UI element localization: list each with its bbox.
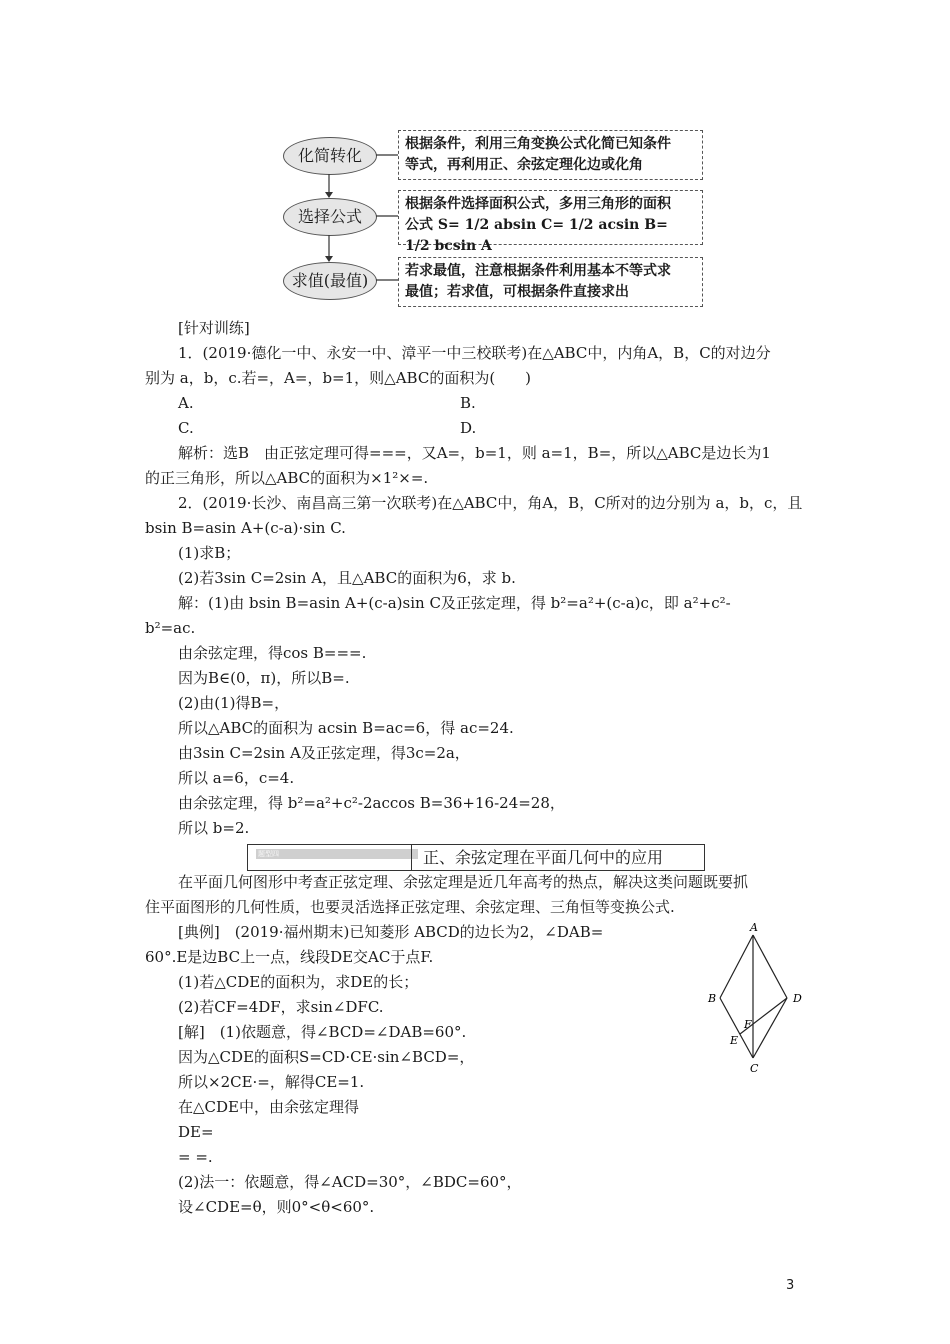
q2-line2: bsin B=asin A+(c-a)·sin C.	[145, 519, 346, 537]
label-f: F	[744, 1018, 752, 1031]
q2-solution-line8: 所以 a=6，c=4.	[178, 769, 295, 787]
example-solution-line4: 在△CDE中，由余弦定理得	[178, 1098, 359, 1116]
flow-desc-area-formula	[398, 190, 703, 254]
q1-solution-line2: 的正三角形，所以△ABC的面积为×1²×=.	[145, 469, 429, 487]
example-solution-line7: (2)法一：依题意，得∠ACD=30°，∠BDC=60°，	[178, 1173, 522, 1191]
label-c: C	[750, 1062, 759, 1075]
section-tag: 题型四	[256, 849, 418, 859]
q2-part1: (1)求B；	[178, 544, 241, 562]
q1-option-b: B.	[460, 394, 476, 412]
q1-line1: 1．(2019·德化一中、永安一中、漳平一中三校联考)在△ABC中，内角A，B，C的对边分	[178, 344, 771, 362]
page-number: 3	[786, 1278, 795, 1293]
intro-line2: 住平面图形的几何性质，也要灵活选择正弦定理、余弦定理、三角恒等变换公式.	[145, 898, 675, 916]
q1-option-c: C.	[178, 419, 194, 437]
flow-step-simplify: 化简转化	[283, 137, 377, 175]
label-b: B	[708, 992, 717, 1005]
edge-dc	[753, 998, 787, 1058]
example-part2: (2)若CF=4DF，求sin∠DFC.	[178, 998, 384, 1016]
example-solution-line8: 设∠CDE=θ，则0°<θ<60°.	[178, 1198, 375, 1216]
q2-solution-line7: 由3sin C=2sin A及正弦定理，得3c=2a，	[178, 744, 470, 762]
section-heading	[247, 844, 705, 871]
q2-solution-line4: 因为B∈(0，π)，所以B=.	[178, 669, 350, 687]
practice-heading: [针对训练]	[178, 319, 250, 337]
example-line1: [典例] (2019·福州期末)已知菱形 ABCD的边长为2，∠DAB=	[178, 923, 604, 941]
edge-ad	[753, 935, 787, 998]
flow-desc-area-line1: 根据条件选择面积公式，多用三角形的面积	[405, 196, 671, 212]
intro-line1: 在平面几何图形中考查正弦定理、余弦定理是近几年高考的热点，解决这类问题既要抓	[178, 873, 749, 891]
section-title: 正、余弦定理在平面几何中的应用	[423, 848, 664, 867]
flow-desc-simplify-line2: 等式，再利用正、余弦定理化边或化角	[405, 157, 643, 173]
flow-desc-value-line1: 若求最值，注意根据条件利用基本不等式求	[405, 263, 671, 279]
q1-line2: 别为 a，b，c.若=，A=，b=1，则△ABC的面积为( )	[145, 369, 532, 387]
q2-solution-line9: 由余弦定理，得 b²=a²+c²-2accos B=36+16-24=28，	[178, 794, 565, 812]
example-solution-line3: 所以×2CE·=，解得CE=1.	[178, 1073, 365, 1091]
example-part1: (1)若△CDE的面积为，求DE的长；	[178, 973, 419, 991]
example-solution-line6: = =.	[178, 1148, 213, 1166]
example-solution-line1: [解] (1)依题意，得∠BCD=∠DAB=60°.	[178, 1023, 467, 1041]
flow-desc-value-line2: 最值；若求值，可根据条件直接求出	[405, 284, 629, 300]
section-divider	[411, 845, 412, 870]
q2-solution-line6: 所以△ABC的面积为 acsin B=ac=6，得 ac=24.	[178, 719, 514, 737]
q2-solution-line5: (2)由(1)得B=，	[178, 694, 290, 712]
label-a: A	[750, 921, 758, 934]
example-line2: 60°.E是边BC上一点，线段DE交AC于点F.	[145, 948, 434, 966]
flow-desc-find-value	[398, 257, 703, 307]
label-d: D	[793, 992, 802, 1005]
q2-line1: 2．(2019·长沙、南昌高三第一次联考)在△ABC中，角A，B，C所对的边分别为 a，b，c，且	[178, 494, 803, 512]
edge-ab	[720, 935, 753, 998]
q2-part2: (2)若3sin C=2sin A，且△ABC的面积为6，求 b.	[178, 569, 516, 587]
flow-step-choose-formula: 选择公式	[283, 198, 377, 236]
q1-option-d: D.	[460, 419, 477, 437]
q1-option-a: A.	[178, 394, 194, 412]
flow-desc-simplify-line1: 根据条件，利用三角变换公式化简已知条件	[405, 136, 671, 152]
q2-solution-line10: 所以 b=2.	[178, 819, 250, 837]
example-solution-line5: DE=	[178, 1123, 214, 1141]
rhombus-figure	[700, 920, 820, 1080]
q2-solution-line1: 解：(1)由 bsin B=asin A+(c-a)sin C及正弦定理，得 b²=a²+(c-a)c，即 a²+c²-	[178, 594, 731, 612]
flow-desc-area-line2: 公式 S= 1/2 absin C= 1/2 acsin B= 1/2 bcsin A	[405, 217, 668, 254]
flow-step-find-value: 求值(最值)	[283, 262, 377, 300]
example-solution-line2: 因为△CDE的面积S=CD·CE·sin∠BCD=，	[178, 1048, 475, 1066]
label-e: E	[730, 1034, 739, 1047]
q2-solution-line3: 由余弦定理，得cos B===.	[178, 644, 367, 662]
flow-desc-simplify	[398, 130, 703, 180]
q2-solution-line2: b²=ac.	[145, 619, 196, 637]
q1-solution-line1: 解析：选B 由正弦定理可得===，又A=，b=1，则 a=1，B=，所以△ABC是边长为1	[178, 444, 771, 462]
